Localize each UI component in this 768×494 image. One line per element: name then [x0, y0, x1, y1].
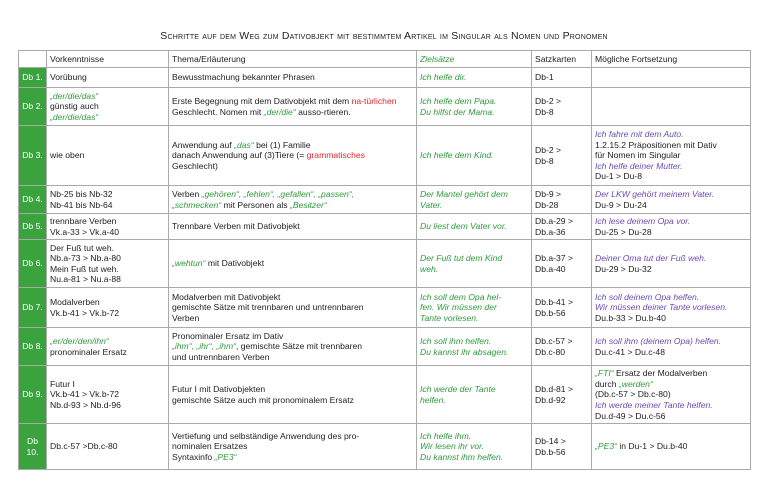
cell-thema: Anwendung auf „das“ bei (1) Familie danach Anwendung auf (3)Tiere (= grammatisches Geschlecht)	[169, 126, 417, 186]
header-thema: Thema/Erläuterung	[169, 51, 417, 68]
lesson-table	[18, 50, 751, 470]
cell-vorkenntnisse: trennbare Verben Vk.a-33 > Vk.a-40	[47, 214, 169, 240]
cell-zielsatz: Der Fuß tut dem Kind weh.	[417, 240, 532, 288]
header-fortsetzung: Mögliche Fortsetzung	[592, 51, 751, 68]
cell-vorkenntnisse: „er/der/den/ihn“ pronominaler Ersatz	[47, 328, 169, 366]
cell-fortsetzung: „PE3“ in Du-1 > Du.b-40	[592, 424, 751, 470]
cell-satzkarten: Db-1	[532, 68, 592, 88]
table-row	[19, 68, 751, 88]
cell-thema: Modalverben mit Dativobjekt gemischte Sätze mit trennbaren und untrennbaren Verben	[169, 288, 417, 328]
cell-vorkenntnisse: wie oben	[47, 126, 169, 186]
cell-satzkarten: Db.a-29 > Db.a-36	[532, 214, 592, 240]
cell-fortsetzung: Ich soll deinem Opa helfen. Wir müssen deiner Tante vorlesen. Du.b-33 > Du.b-40	[592, 288, 751, 328]
table-row	[19, 328, 751, 366]
cell-satzkarten: Db.c-57 > Db.c-80	[532, 328, 592, 366]
row-id: Db 9.	[19, 366, 47, 424]
cell-zielsatz: Ich werde der Tante helfen.	[417, 366, 532, 424]
cell-thema: Bewusstmachung bekannter Phrasen	[169, 68, 417, 88]
cell-thema: Trennbare Verben mit Dativobjekt	[169, 214, 417, 240]
cell-satzkarten: Db-2 > Db-8	[532, 126, 592, 186]
table-row	[19, 240, 751, 288]
header-satzkarten: Satzkarten	[532, 51, 592, 68]
cell-thema: Pronominaler Ersatz im Dativ „ihm“, „ihr“, „ihm“, gemischte Sätze mit trennbaren und untrennbaren Verben	[169, 328, 417, 366]
cell-satzkarten: Db-2 > Db-8	[532, 88, 592, 126]
cell-zielsatz: Ich helfe dir.	[417, 68, 532, 88]
table-row	[19, 186, 751, 214]
cell-satzkarten: Db-14 > Db.b-56	[532, 424, 592, 470]
row-id: Db 6.	[19, 240, 47, 288]
header-row	[19, 51, 751, 68]
cell-vorkenntnisse: Nb-25 bis Nb-32 Nb-41 bis Nb-64	[47, 186, 169, 214]
cell-fortsetzung: Der LKW gehört meinem Vater. Du-9 > Du-24	[592, 186, 751, 214]
row-id: Db 3.	[19, 126, 47, 186]
cell-fortsetzung	[592, 88, 751, 126]
cell-zielsatz: Ich soll dem Opa hel- fen. Wir müssen der Tante vorlesen.	[417, 288, 532, 328]
cell-zielsatz: Du liest dem Vater vor.	[417, 214, 532, 240]
row-id: Db 4.	[19, 186, 47, 214]
header-id	[19, 51, 47, 68]
cell-thema: Vertiefung und selbständige Anwendung des pro- nominalen Ersatzes Syntaxinfo „PE3“	[169, 424, 417, 470]
header-vorkenntnisse: Vorkenntnisse	[47, 51, 169, 68]
cell-zielsatz: Ich helfe dem Papa. Du hilfst der Mama.	[417, 88, 532, 126]
cell-thema: Futur I mit Dativobjekten gemischte Sätze auch mit pronominalem Ersatz	[169, 366, 417, 424]
cell-vorkenntnisse: Futur I Vk.b-41 > Vk.b-72 Nb.d-93 > Nb.d-96	[47, 366, 169, 424]
cell-vorkenntnisse: Db.c-57 >Db.c-80	[47, 424, 169, 470]
cell-zielsatz: Ich soll ihm helfen. Du kannst ihr absagen.	[417, 328, 532, 366]
header-zielsaetze: Zielsätze	[417, 51, 532, 68]
cell-fortsetzung	[592, 68, 751, 88]
cell-satzkarten: Db.a-37 > Db.a-40	[532, 240, 592, 288]
cell-fortsetzung: „FTI“ Ersatz der Modalverben durch „werden“ (Db.c-57 > Db.c-80) Ich werde meiner Tante helfen. Du.d-49 > Du.c-56	[592, 366, 751, 424]
row-id: Db 8.	[19, 328, 47, 366]
cell-fortsetzung: Deiner Oma tut der Fuß weh. Du-29 > Du-32	[592, 240, 751, 288]
table-row	[19, 288, 751, 328]
row-id: Db 7.	[19, 288, 47, 328]
cell-satzkarten: Db-9 > Db-28	[532, 186, 592, 214]
cell-thema: Verben „gehören“, „fehlen“, „gefallen“, „passen“, „schmecken“ mit Personen als „Besitzer“	[169, 186, 417, 214]
cell-fortsetzung: Ich fahre mit dem Auto. 1.2.15.2 Präpositionen mit Dativ für Nomen im Singular Ich helfe deiner Mutter. Du-1 > Du-8	[592, 126, 751, 186]
cell-satzkarten: Db.d-81 > Db.d-92	[532, 366, 592, 424]
cell-satzkarten: Db.b-41 > Db.b-56	[532, 288, 592, 328]
cell-thema: „wehtun“ mit Dativobjekt	[169, 240, 417, 288]
table-row	[19, 214, 751, 240]
row-id: Db 1.	[19, 68, 47, 88]
cell-zielsatz: Ich helfe ihm. Wir lesen ihr vor. Du kannst ihm helfen.	[417, 424, 532, 470]
table-row	[19, 366, 751, 424]
table-row	[19, 424, 751, 470]
cell-fortsetzung: Ich lese deinem Opa vor. Du-25 > Du-28	[592, 214, 751, 240]
cell-thema: Erste Begegnung mit dem Dativobjekt mit dem na-türlichen Geschlecht. Nomen mit „der/die“ ausso-rtieren.	[169, 88, 417, 126]
row-id: Db 10.	[19, 424, 47, 470]
table-row	[19, 88, 751, 126]
cell-fortsetzung: Ich soll ihm (deinem Opa) helfen. Du.c-41 > Du.c-48	[592, 328, 751, 366]
cell-zielsatz: Der Mantel gehört dem Vater.	[417, 186, 532, 214]
cell-vorkenntnisse: „der/die/das“ günstig auch „der/die/das“	[47, 88, 169, 126]
cell-vorkenntnisse: Der Fuß tut weh. Nb.a-73 > Nb.a-80 Mein Fuß tut weh. Nu.a-81 > Nu.a-88	[47, 240, 169, 288]
cell-vorkenntnisse: Modalverben Vk.b-41 > Vk.b-72	[47, 288, 169, 328]
page-title: Schritte auf dem Weg zum Dativobjekt mit bestimmtem Artikel im Singular als Nomen und Pronomen	[160, 30, 608, 42]
cell-vorkenntnisse: Vorübung	[47, 68, 169, 88]
table-row	[19, 126, 751, 186]
row-id: Db 5.	[19, 214, 47, 240]
cell-zielsatz: Ich helfe dem Kind.	[417, 126, 532, 186]
row-id: Db 2.	[19, 88, 47, 126]
